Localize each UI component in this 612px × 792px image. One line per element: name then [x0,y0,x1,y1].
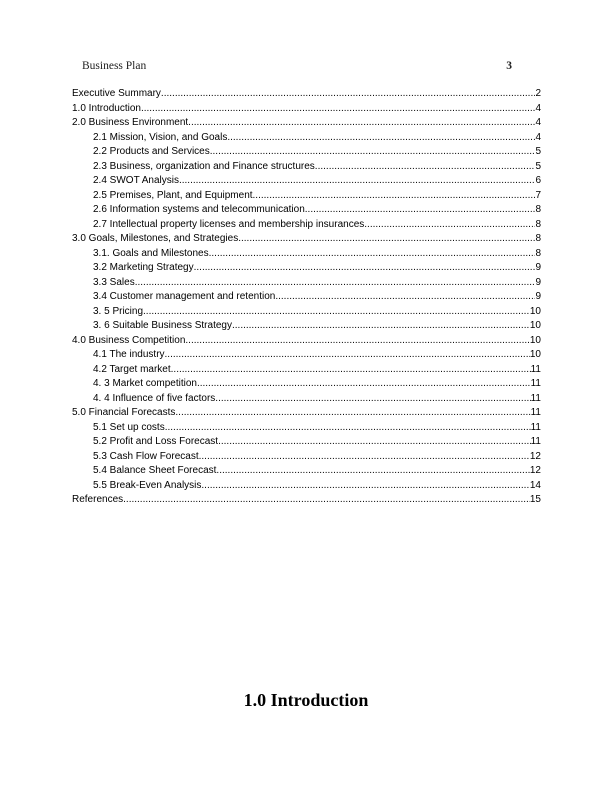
toc-entry-label: 4.1 The industry [93,349,165,360]
toc-entry-page: 11 [530,363,541,375]
toc-entry[interactable] [72,406,541,421]
toc-entry[interactable] [72,261,541,276]
toc-entry-label: 2.5 Premises, Plant, and Equipment [93,189,253,201]
toc-dot-leader [141,102,536,117]
toc-dot-leader [364,218,535,233]
toc-dot-leader [227,131,535,146]
toc-entry-label: 5.4 Balance Sheet Forecast [93,465,217,476]
toc-entry-page: 11 [530,421,541,433]
section-heading: 1.0 Introduction [243,690,369,710]
toc-entry-label: 2.0 Business Environment [72,117,189,128]
toc-dot-leader [171,363,531,378]
toc-entry-label: 3.0 Goals, Milestones, and Strategies [72,233,239,244]
toc-dot-leader [210,145,536,160]
toc-entry-label: 3.3 Sales [93,276,135,288]
toc-entry-label: 2.2 Products and Services [93,146,210,157]
toc-entry[interactable] [72,435,541,450]
toc-entry[interactable] [72,116,541,131]
toc-entry[interactable] [72,203,541,218]
toc-entry-label: 4. 4 Influence of five factors [93,392,216,404]
toc-entry-label: 5.5 Break-Even Analysis [93,479,202,491]
toc-entry[interactable] [72,450,541,465]
toc-dot-leader [216,464,529,479]
toc-entry-label: References [72,494,124,505]
toc-entry-page: 11 [530,392,541,404]
toc-entry[interactable] [72,247,541,262]
toc-dot-leader [215,392,530,407]
toc-entry[interactable] [72,276,541,291]
toc-dot-leader [199,450,530,465]
toc-dot-leader [165,348,530,363]
toc-entry-label: 2.7 Intellectual property licenses and membership insurances [93,218,365,230]
toc-entry-label: 2.6 Information systems and telecommunication [93,204,305,215]
toc-entry-page: 2 [535,88,541,99]
toc-entry-page: 4 [535,131,541,143]
toc-entry[interactable] [72,131,541,146]
toc-entry-page: 8 [535,247,541,259]
running-head-title: Business Plan [82,60,147,72]
toc-entry[interactable] [72,87,541,102]
toc-entry-page: 5 [535,160,541,172]
toc-dot-leader [201,479,529,494]
toc-entry[interactable] [72,421,541,436]
toc-entry-page: 4 [535,102,541,114]
toc-entry-page: 11 [530,436,541,447]
toc-entry-page: 8 [535,233,541,244]
toc-entry-page: 8 [535,204,541,215]
toc-dot-leader [232,319,530,334]
toc-entry-page: 10 [529,320,541,331]
toc-entry[interactable] [72,392,541,407]
toc-entry-label: Executive Summary [72,88,161,99]
toc-entry-page: 14 [529,479,541,491]
toc-dot-leader [253,189,536,204]
toc-entry-page: 10 [529,334,541,346]
toc-entry[interactable] [72,334,541,349]
toc-entry-label: 5.2 Profit and Loss Forecast [93,436,219,447]
toc-entry-page: 9 [535,262,541,273]
toc-entry-label: 5.3 Cash Flow Forecast [93,450,199,462]
toc-entry-label: 3.4 Customer management and retention [93,291,276,302]
toc-entry[interactable] [72,348,541,363]
toc-entry[interactable] [72,160,541,175]
toc-entry-page: 7 [535,189,541,201]
toc-dot-leader [175,406,530,421]
toc-dot-leader [315,160,536,175]
toc-dot-leader [209,247,536,262]
toc-entry[interactable] [72,290,541,305]
toc-entry-page: 11 [530,378,541,389]
toc-dot-leader [165,421,531,436]
toc-dot-leader [275,290,535,305]
toc-entry-page: 4 [535,117,541,128]
toc-entry-label: 2.3 Business, organization and Finance structures [93,160,315,172]
toc-entry-page: 5 [535,146,541,157]
toc-dot-leader [238,232,535,247]
toc-entry[interactable] [72,479,541,494]
toc-dot-leader [185,334,529,349]
toc-entry[interactable] [72,102,541,117]
toc-entry-label: 2.1 Mission, Vision, and Goals [93,131,228,143]
toc-entry[interactable] [72,232,541,247]
toc-entry-page: 12 [529,465,541,476]
toc-entry[interactable] [72,305,541,320]
toc-entry[interactable] [72,377,541,392]
toc-entry[interactable] [72,319,541,334]
toc-entry-label: 4.2 Target market [93,363,171,375]
toc-dot-leader [194,261,536,276]
toc-entry-label: 3.2 Marketing Strategy [93,262,194,273]
toc-entry[interactable] [72,218,541,233]
toc-entry[interactable] [72,493,541,508]
toc-entry-label: 3. 6 Suitable Business Strategy [93,320,232,331]
toc-entry-page: 11 [530,407,541,418]
toc-entry-page: 15 [529,494,541,505]
toc-entry-label: 3.1. Goals and Milestones [93,247,209,259]
toc-entry[interactable] [72,363,541,378]
page-number: 3 [506,60,512,72]
toc-entry-page: 10 [529,349,541,360]
toc-entry-page: 9 [535,276,541,288]
toc-dot-leader [143,305,530,320]
toc-entry-label: 5.0 Financial Forecasts [72,407,176,418]
toc-entry-label: 5.1 Set up costs [93,421,165,433]
toc-entry-page: 6 [535,175,541,186]
toc-entry-label: 4.0 Business Competition [72,334,186,346]
toc-dot-leader [179,174,535,189]
toc-dot-leader [305,203,536,218]
toc-entry-page: 9 [535,291,541,302]
toc-entry[interactable] [72,189,541,204]
toc-dot-leader [218,435,531,450]
toc-entry-label: 1.0 Introduction [72,102,141,114]
toc-entry[interactable] [72,174,541,189]
toc-dot-leader [188,116,535,131]
toc-entry[interactable] [72,145,541,160]
toc-entry-page: 10 [529,305,541,317]
toc-dot-leader [197,377,531,392]
toc-entry-page: 12 [529,450,541,462]
toc-dot-leader [123,493,530,508]
toc-entry-page: 8 [535,218,541,230]
table-of-contents [72,87,541,508]
toc-entry[interactable] [72,464,541,479]
toc-dot-leader [161,87,536,102]
toc-entry-label: 4. 3 Market competition [93,378,197,389]
toc-entry-label: 2.4 SWOT Analysis [93,175,179,186]
toc-dot-leader [135,276,536,291]
toc-entry-label: 3. 5 Pricing [93,305,144,317]
